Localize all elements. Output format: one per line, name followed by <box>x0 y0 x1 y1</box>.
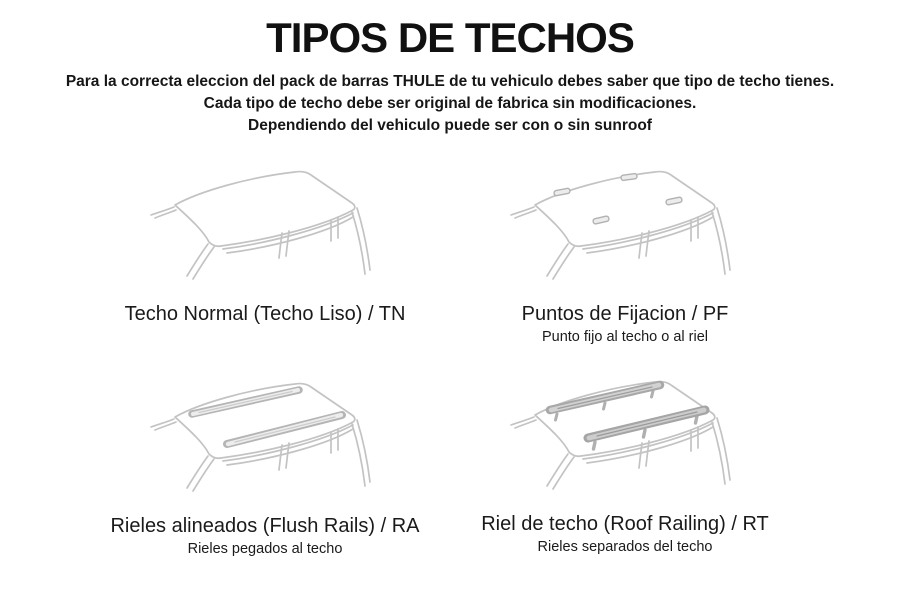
intro-line-1: Para la correcta eleccion del pack de barras THULE de tu vehiculo debes saber que tipo de techo tienes. <box>65 73 835 90</box>
roof-type-sublabel-rt: Rieles separados del techo <box>537 539 713 555</box>
intro-line-2: Cada tipo de techo debe ser original de fabrica sin modificaciones. <box>203 95 697 112</box>
roof-type-sublabel-pf: Punto fijo al techo o al riel <box>541 329 709 345</box>
roof-type-label-rt: Riel de techo (Roof Railing) / RT <box>481 513 769 535</box>
roof-type-label-tn: Techo Normal (Techo Liso) / TN <box>124 303 406 325</box>
intro-line-3: Dependiendo del vehiculo puede ser con o sin sunroof <box>248 117 652 134</box>
roof-type-card-ra <box>65 372 465 557</box>
page-title: TIPOS DE TECHOS <box>266 14 634 61</box>
flush-rails-illustration <box>145 372 385 512</box>
fixpoint-roof-illustration <box>505 160 745 300</box>
roof-type-card-tn <box>65 160 465 329</box>
roof-type-sublabel-ra: Rieles pegados al techo <box>187 541 343 557</box>
intro-text <box>0 71 900 137</box>
roof-type-card-pf <box>425 160 825 345</box>
normal-smooth-roof-illustration <box>145 160 385 300</box>
roof-type-label-pf: Puntos de Fijacion / PF <box>521 303 729 325</box>
roof-type-card-rt <box>425 370 825 555</box>
roof-type-label-ra: Rieles alineados (Flush Rails) / RA <box>110 515 420 537</box>
raised-roof-railing-illustration <box>505 370 745 510</box>
